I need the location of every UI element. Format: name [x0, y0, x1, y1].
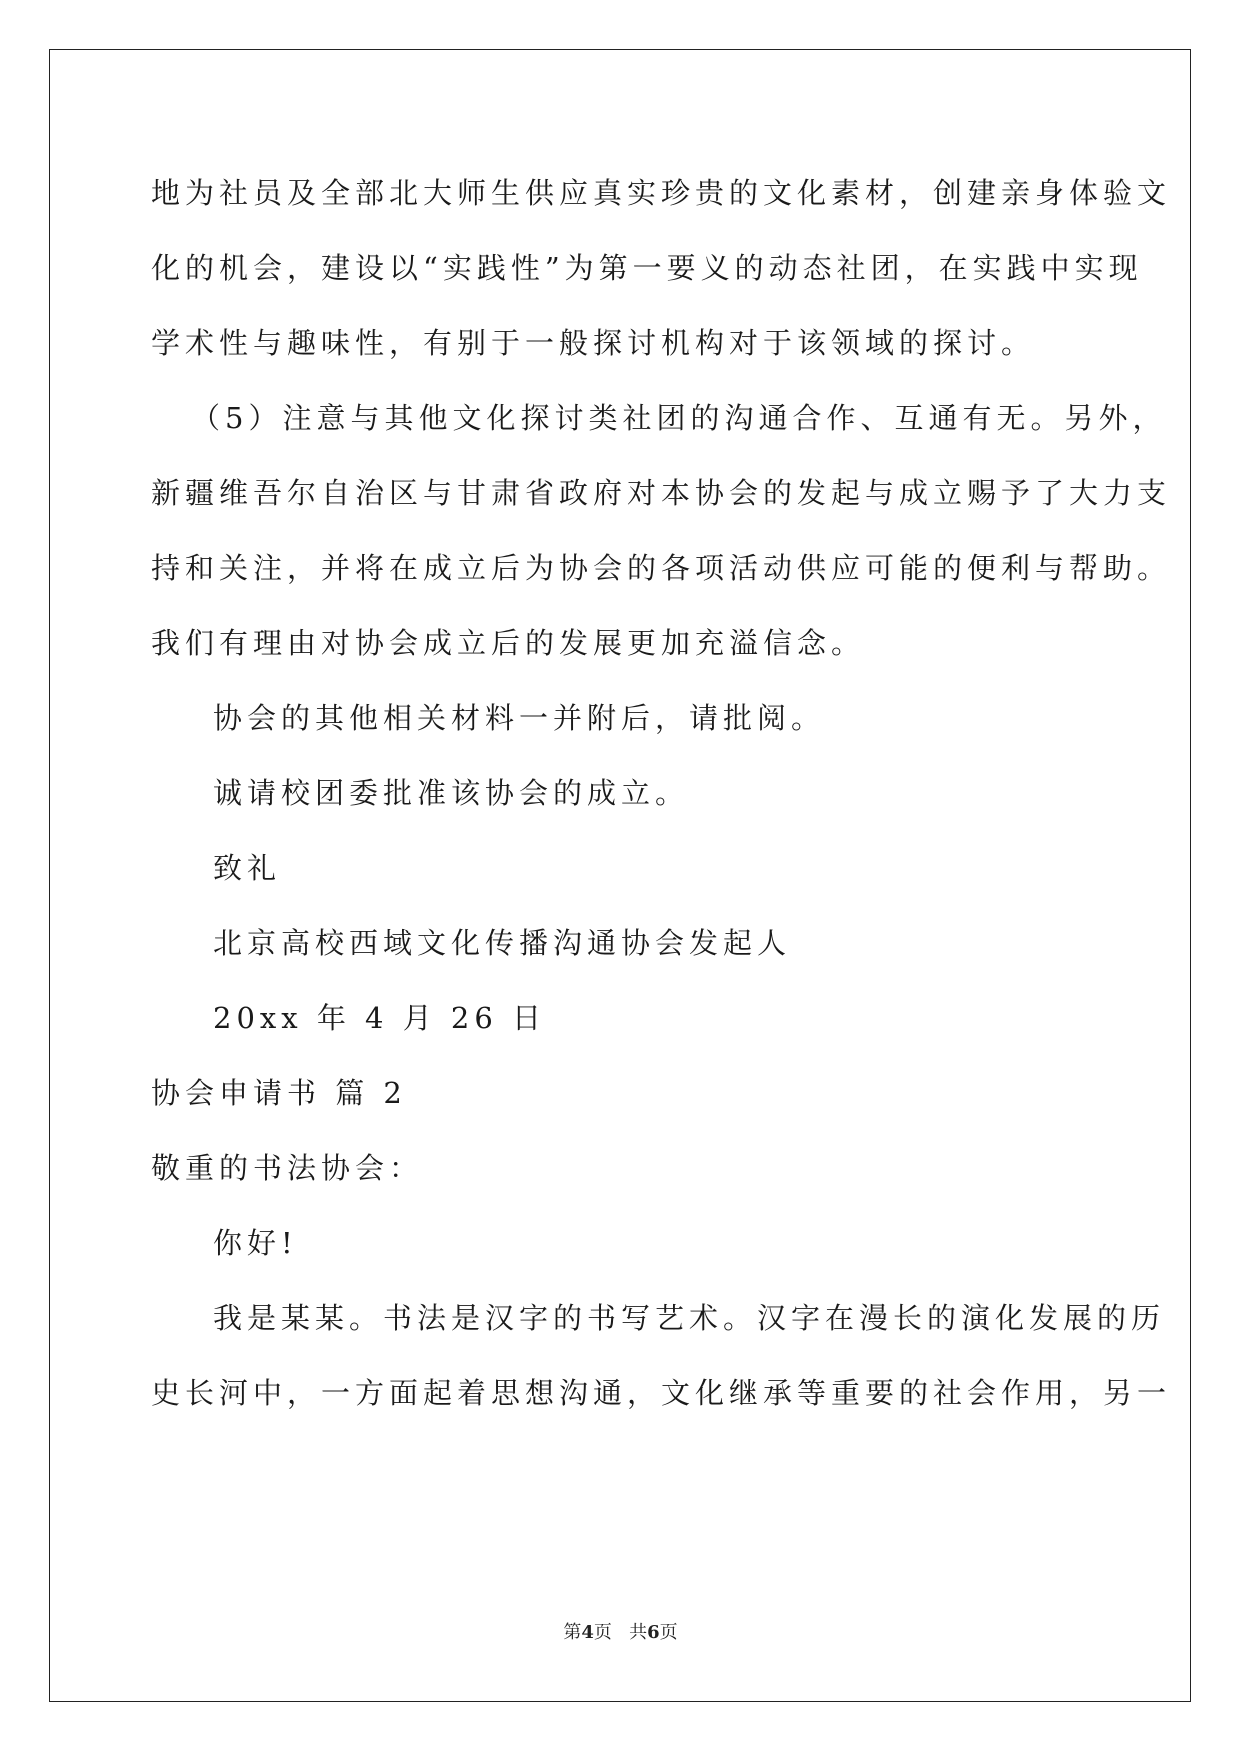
signature: 北京高校西域文化传播沟通协会发起人 [213, 926, 792, 960]
section-heading: 协会申请书 篇 2 [151, 1076, 407, 1110]
document-body [151, 156, 1172, 1431]
footer-prefix: 第 [563, 1622, 582, 1643]
paragraph-line: 诚请校团委批准该协会的成立。 [213, 776, 690, 810]
paragraph-line: 我们有理由对协会成立后的发展更加充溢信念。 [151, 626, 866, 660]
paragraph-line: 协会的其他相关材料一并附后，请批阅。 [213, 701, 826, 735]
paragraph-line: 学术性与趣味性，有别于一般探讨机构对于该领域的探讨。 [151, 326, 1036, 360]
salutation: 敬重的书法协会： [151, 1151, 424, 1185]
paragraph-line: 持和关注，并将在成立后为协会的各项活动供应可能的便利与帮助。 [151, 551, 1172, 585]
greeting: 你好! [213, 1226, 298, 1260]
current-page-number: 4 [581, 1622, 594, 1643]
total-page-number: 6 [647, 1622, 660, 1643]
paragraph-line: 地为社员及全部北大师生供应真实珍贵的文化素材，创建亲身体验文 [151, 176, 1172, 210]
paragraph-line: （5）注意与其他文化探讨类社团的沟通合作、互通有无。另外， [191, 401, 1167, 435]
paragraph-line: 史长河中，一方面起着思想沟通，文化继承等重要的社会作用，另一 [151, 1376, 1172, 1410]
closing-salutation: 致礼 [213, 851, 282, 885]
paragraph-line: 新疆维吾尔自治区与甘肃省政府对本协会的发起与成立赐予了大力支 [151, 476, 1172, 510]
footer-suffix: 页 [659, 1622, 678, 1643]
page-footer [0, 1618, 1241, 1644]
date-line: 20xx 年 4 月 26 日 [213, 1001, 547, 1035]
footer-middle: 页 共 [593, 1622, 648, 1643]
paragraph-line: 我是某某。书法是汉字的书写艺术。汉字在漫长的演化发展的历 [213, 1301, 1166, 1335]
paragraph-line: 化的机会，建设以“实践性”为第一要义的动态社团，在实践中实现 [151, 251, 1143, 285]
